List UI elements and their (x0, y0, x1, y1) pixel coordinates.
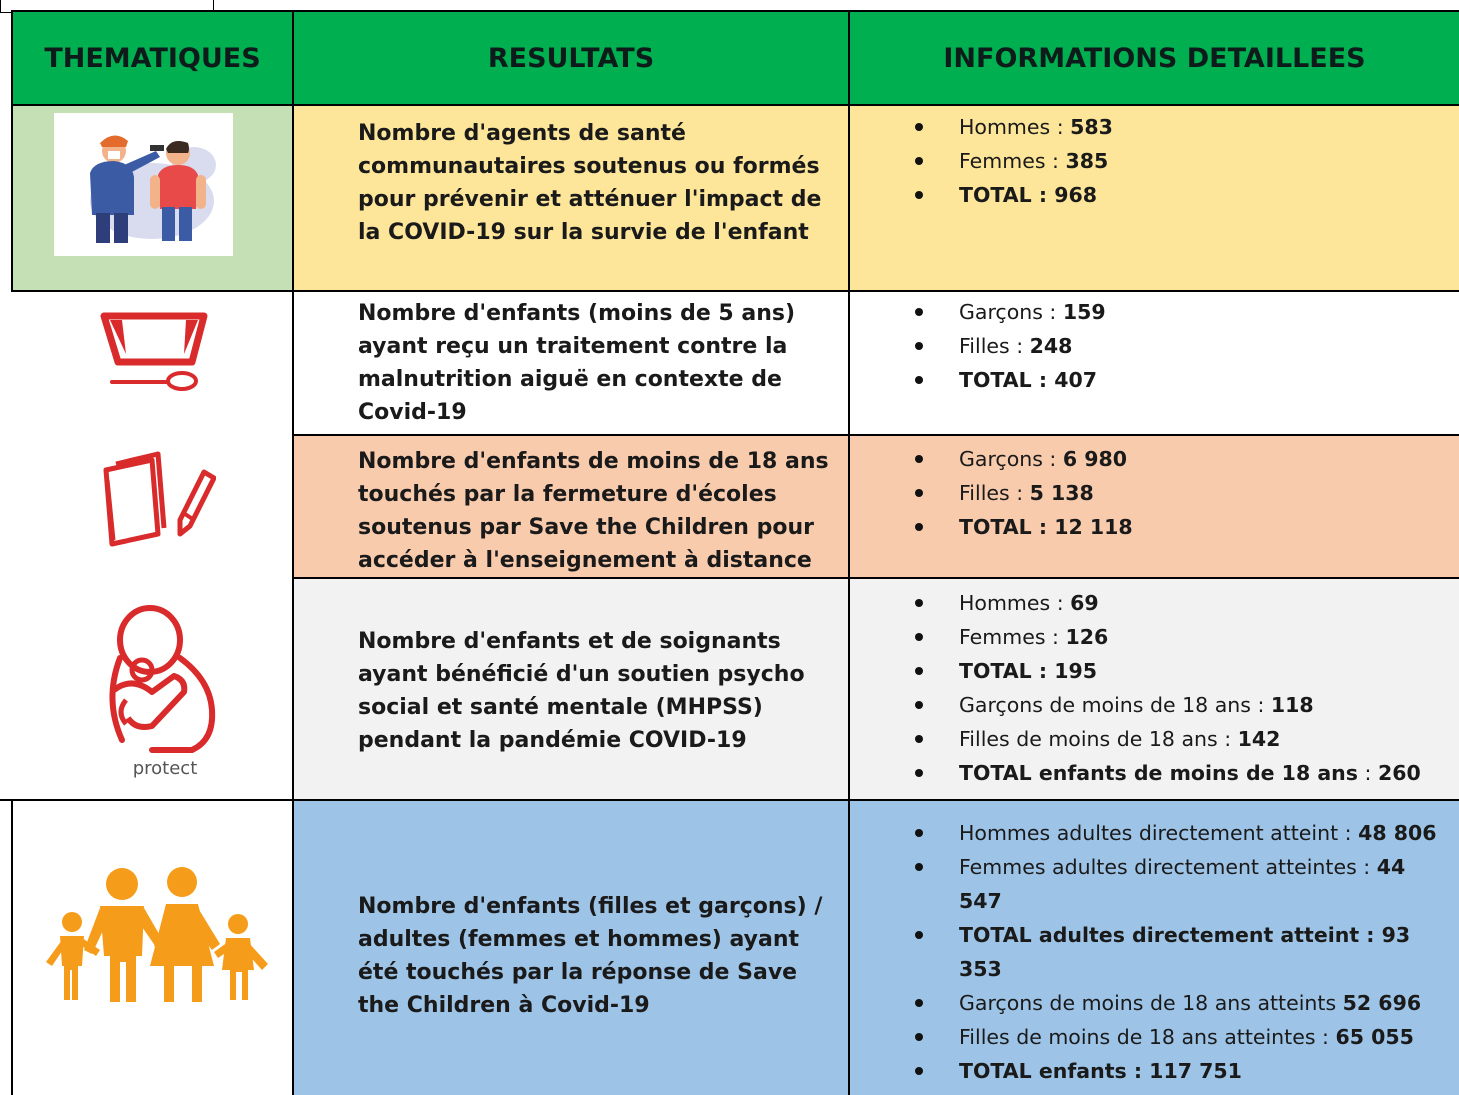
list-item: TOTAL enfants : 117 751 (906, 1054, 1454, 1088)
row-divider-2 (294, 434, 1459, 436)
row-divider-3 (294, 577, 1459, 579)
list-item: Filles de moins de 18 ans atteintes : 65 055 (906, 1020, 1454, 1054)
col-divider-right (848, 106, 850, 1095)
list-item: Garçons de moins de 18 ans atteints 52 696 (906, 986, 1454, 1020)
row2-info-list (906, 295, 1106, 397)
row5-info-list (906, 816, 1454, 1088)
row4-info-list (906, 586, 1421, 790)
list-item: Hommes : 69 (906, 586, 1421, 620)
row5-left-border (11, 800, 13, 1095)
list-item: Femmes : 385 (906, 144, 1113, 178)
list-item: Femmes : 126 (906, 620, 1421, 654)
list-item: Garçons de moins de 18 ans : 118 (906, 688, 1421, 722)
notebook-and-pencil-icon (96, 450, 216, 550)
list-item: Filles : 5 138 (906, 476, 1133, 510)
row4-result-text: Nombre d'enfants et de soignants ayant bénéficié d'un soutien psycho social et santé mentale (MHPSS) pendant la pandémie COVID-19 (358, 629, 805, 753)
row1-left-border (11, 106, 13, 291)
list-item: Garçons : 159 (906, 295, 1106, 329)
row3-result-text: Nombre d'enfants de moins de 18 ans touchés par la fermeture d'écoles soutenus par Save the Children pour accéder à l'enseignement à distance (358, 449, 829, 573)
list-item: Filles : 248 (906, 329, 1106, 363)
list-item: TOTAL : 407 (906, 363, 1106, 397)
list-item: Femmes adultes directement atteintes : 44 547 (906, 850, 1454, 918)
row-divider-4 (0, 799, 1459, 801)
header-thematiques: THEMATIQUES (44, 43, 261, 74)
list-item: Hommes : 583 (906, 110, 1113, 144)
row-divider-1 (11, 290, 1459, 292)
header-resultats: RESULTATS (487, 43, 655, 74)
row1-result-text: Nombre d'agents de santé communautaires soutenus ou formés pour prévenir et atténuer l'impact de la COVID-19 sur la survie de l'enfant (358, 121, 822, 245)
family-icon (42, 866, 272, 1002)
list-item: Filles de moins de 18 ans : 142 (906, 722, 1421, 756)
list-item: TOTAL adultes directement atteint : 93 353 (906, 918, 1454, 986)
protect-icon (92, 600, 222, 760)
row1-info-list (906, 110, 1113, 212)
row3-info-list (906, 442, 1133, 544)
bowl-and-spoon-icon (100, 310, 210, 400)
protect-caption: protect (132, 758, 198, 779)
list-item: TOTAL enfants de moins de 18 ans : 260 (906, 756, 1421, 790)
row5-result-text: Nombre d'enfants (filles et garçons) / adultes (femmes et hommes) ayant été touchés par la réponse de Save the Children à Covid-19 (358, 894, 823, 1018)
list-item: TOTAL : 968 (906, 178, 1113, 212)
health-worker-temperature-check-icon (54, 113, 233, 256)
header-informations: INFORMATIONS DETAILLEES (943, 43, 1366, 74)
list-item: Hommes adultes directement atteint : 48 806 (906, 816, 1454, 850)
col-divider-left (292, 106, 294, 1095)
list-item: TOTAL : 12 118 (906, 510, 1133, 544)
list-item: Garçons : 6 980 (906, 442, 1133, 476)
list-item: TOTAL : 195 (906, 654, 1421, 688)
row2-result-text: Nombre d'enfants (moins de 5 ans) ayant reçu un traitement contre la malnutrition aiguë en contexte de Covid-19 (358, 301, 796, 425)
